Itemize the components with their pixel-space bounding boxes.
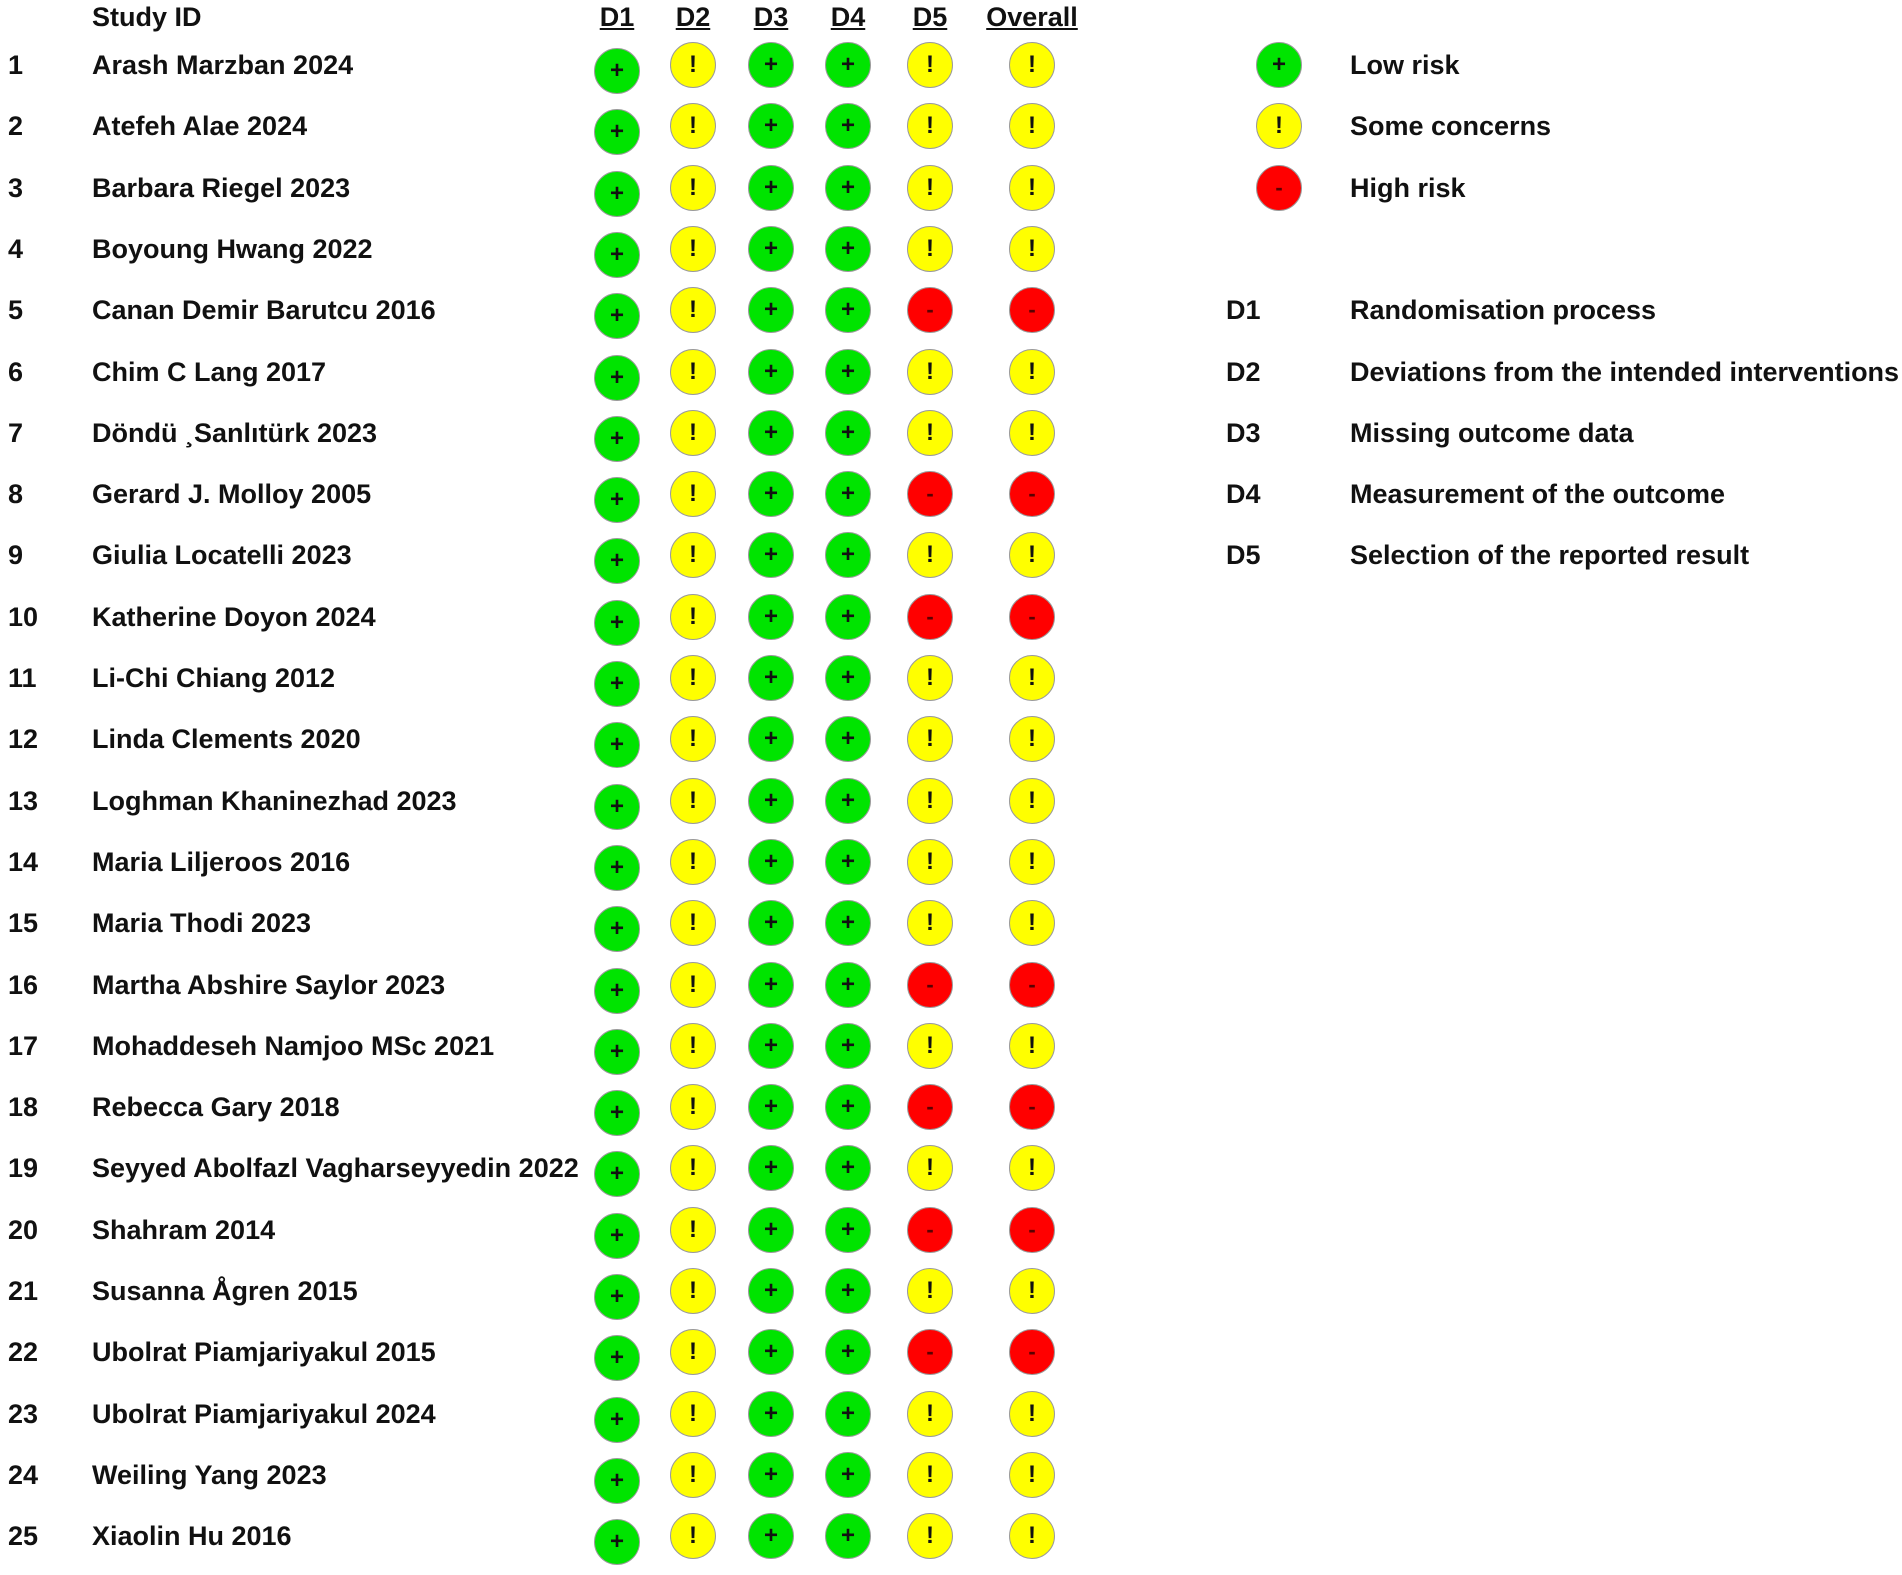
study-name: Xiaolin Hu 2016 bbox=[92, 1521, 292, 1552]
judgement-dot-d5: ! bbox=[907, 1023, 953, 1069]
study-name: Mohaddeseh Namjoo MSc 2021 bbox=[92, 1030, 495, 1061]
judgement-dot-d1: + bbox=[594, 1519, 640, 1565]
legend-domain-label: Deviations from the intended interventions bbox=[1350, 356, 1900, 387]
legend-label-high: High risk bbox=[1350, 172, 1466, 203]
legend-dot-high: - bbox=[1256, 165, 1302, 211]
study-number: 16 bbox=[8, 969, 39, 1000]
study-number: 5 bbox=[8, 295, 24, 326]
study-name: Rebecca Gary 2018 bbox=[92, 1092, 340, 1123]
legend-domain-code: D2 bbox=[1226, 356, 1261, 387]
judgement-dot-d2: ! bbox=[670, 778, 716, 824]
study-name: Atefeh Alae 2024 bbox=[92, 111, 308, 142]
judgement-dot-overall: ! bbox=[1009, 349, 1055, 395]
judgement-dot-d4: + bbox=[825, 655, 871, 701]
judgement-dot-overall: ! bbox=[1009, 1145, 1055, 1191]
study-number: 15 bbox=[8, 908, 39, 939]
judgement-dot-d5: - bbox=[907, 1207, 953, 1253]
judgement-dot-d5: ! bbox=[907, 165, 953, 211]
judgement-dot-d4: + bbox=[825, 165, 871, 211]
judgement-dot-d2: ! bbox=[670, 1391, 716, 1437]
study-name: Linda Clements 2020 bbox=[92, 724, 361, 755]
study-number: 25 bbox=[8, 1521, 39, 1552]
study-id-header: Study ID bbox=[92, 2, 202, 32]
judgement-dot-d1: + bbox=[594, 1274, 640, 1320]
judgement-dot-d2: ! bbox=[670, 349, 716, 395]
study-number: 24 bbox=[8, 1459, 39, 1490]
judgement-dot-d2: ! bbox=[670, 594, 716, 640]
judgement-dot-d3: + bbox=[748, 962, 794, 1008]
judgement-dot-d3: + bbox=[748, 410, 794, 456]
judgement-dot-d3: + bbox=[748, 1513, 794, 1559]
judgement-dot-d4: + bbox=[825, 1023, 871, 1069]
judgement-dot-d4: + bbox=[825, 532, 871, 578]
judgement-dot-d3: + bbox=[748, 1207, 794, 1253]
study-number: 4 bbox=[8, 233, 24, 264]
study-name: Chim C Lang 2017 bbox=[92, 356, 327, 387]
judgement-dot-d1: + bbox=[594, 1151, 640, 1197]
judgement-dot-d3: + bbox=[748, 1452, 794, 1498]
judgement-dot-d1: + bbox=[594, 48, 640, 94]
judgement-dot-d2: ! bbox=[670, 287, 716, 333]
judgement-dot-d2: ! bbox=[670, 1207, 716, 1253]
study-number: 19 bbox=[8, 1153, 39, 1184]
study-number: 6 bbox=[8, 356, 24, 387]
study-name: Giulia Locatelli 2023 bbox=[92, 540, 352, 571]
judgement-dot-d5: - bbox=[907, 1329, 953, 1375]
judgement-dot-overall: ! bbox=[1009, 1023, 1055, 1069]
study-name: Boyoung Hwang 2022 bbox=[92, 233, 373, 264]
study-name: Döndü ¸Sanlıtürk 2023 bbox=[92, 417, 378, 448]
study-name: Barbara Riegel 2023 bbox=[92, 172, 351, 203]
judgement-dot-d4: + bbox=[825, 594, 871, 640]
study-number: 22 bbox=[8, 1337, 39, 1368]
judgement-dot-d3: + bbox=[748, 165, 794, 211]
judgement-dot-d3: + bbox=[748, 226, 794, 272]
study-number: 8 bbox=[8, 479, 24, 510]
legend-domain-label: Selection of the reported result bbox=[1350, 540, 1750, 571]
judgement-dot-d4: + bbox=[825, 42, 871, 88]
judgement-dot-d1: + bbox=[594, 293, 640, 339]
judgement-dot-d2: ! bbox=[670, 1084, 716, 1130]
judgement-dot-d4: + bbox=[825, 226, 871, 272]
legend-dot-some: ! bbox=[1256, 103, 1302, 149]
judgement-dot-d1: + bbox=[594, 1458, 640, 1504]
judgement-dot-d3: + bbox=[748, 716, 794, 762]
judgement-dot-d5: ! bbox=[907, 900, 953, 946]
judgement-dot-overall: ! bbox=[1009, 103, 1055, 149]
judgement-dot-d5: ! bbox=[907, 103, 953, 149]
judgement-dot-d3: + bbox=[748, 1391, 794, 1437]
judgement-dot-d4: + bbox=[825, 1452, 871, 1498]
judgement-dot-d5: ! bbox=[907, 226, 953, 272]
study-number: 21 bbox=[8, 1276, 39, 1306]
judgement-dot-overall: ! bbox=[1009, 1268, 1055, 1314]
judgement-dot-d4: + bbox=[825, 1329, 871, 1375]
study-name: Canan Demir Barutcu 2016 bbox=[92, 295, 436, 326]
judgement-dot-d1: + bbox=[594, 416, 640, 462]
judgement-dot-d1: + bbox=[594, 906, 640, 952]
judgement-dot-d5: - bbox=[907, 287, 953, 333]
judgement-dot-overall: ! bbox=[1009, 165, 1055, 211]
judgement-dot-overall: ! bbox=[1009, 226, 1055, 272]
judgement-dot-d2: ! bbox=[670, 471, 716, 517]
legend-domain-label: Measurement of the outcome bbox=[1350, 479, 1726, 510]
judgement-dot-overall: ! bbox=[1009, 1452, 1055, 1498]
judgement-dot-d3: + bbox=[748, 839, 794, 885]
judgement-dot-d5: ! bbox=[907, 716, 953, 762]
judgement-dot-overall: - bbox=[1009, 1207, 1055, 1253]
judgement-dot-d2: ! bbox=[670, 900, 716, 946]
study-number: 2 bbox=[8, 111, 24, 142]
legend-label-low: Low risk bbox=[1350, 50, 1460, 80]
judgement-dot-d1: + bbox=[594, 109, 640, 155]
study-name: Li-Chi Chiang 2012 bbox=[92, 663, 336, 693]
judgement-dot-d2: ! bbox=[670, 716, 716, 762]
study-number: 20 bbox=[8, 1214, 39, 1245]
legend-dot-low: + bbox=[1256, 42, 1302, 88]
judgement-dot-d1: + bbox=[594, 538, 640, 584]
judgement-dot-d3: + bbox=[748, 1084, 794, 1130]
judgement-dot-d4: + bbox=[825, 1268, 871, 1314]
judgement-dot-d2: ! bbox=[670, 655, 716, 701]
judgement-dot-d1: + bbox=[594, 1090, 640, 1136]
judgement-dot-d3: + bbox=[748, 594, 794, 640]
judgement-dot-d1: + bbox=[594, 661, 640, 707]
study-name: Ubolrat Piamjariyakul 2024 bbox=[92, 1398, 436, 1429]
judgement-dot-overall: - bbox=[1009, 1084, 1055, 1130]
study-name: Gerard J. Molloy 2005 bbox=[92, 479, 372, 510]
judgement-dot-d3: + bbox=[748, 287, 794, 333]
judgement-dot-overall: ! bbox=[1009, 532, 1055, 578]
legend-label-some: Some concerns bbox=[1350, 111, 1552, 142]
study-name: Katherine Doyon 2024 bbox=[92, 601, 376, 632]
judgement-dot-d4: + bbox=[825, 839, 871, 885]
judgement-dot-overall: ! bbox=[1009, 410, 1055, 456]
judgement-dot-d2: ! bbox=[670, 1023, 716, 1069]
judgement-dot-d1: + bbox=[594, 722, 640, 768]
legend-domain-label: Missing outcome data bbox=[1350, 417, 1634, 448]
judgement-dot-d1: + bbox=[594, 968, 640, 1014]
judgement-dot-d5: ! bbox=[907, 1513, 953, 1559]
legend-domain-label: Randomisation process bbox=[1350, 295, 1657, 326]
judgement-dot-d5: - bbox=[907, 1084, 953, 1130]
domain-header-overall: Overall bbox=[986, 2, 1078, 32]
study-name: Susanna Ågren 2015 bbox=[92, 1276, 358, 1306]
study-number: 17 bbox=[8, 1030, 39, 1061]
judgement-dot-d3: + bbox=[748, 655, 794, 701]
judgement-dot-overall: - bbox=[1009, 287, 1055, 333]
judgement-dot-d5: ! bbox=[907, 1268, 953, 1314]
judgement-dot-d5: ! bbox=[907, 1452, 953, 1498]
judgement-dot-d3: + bbox=[748, 1329, 794, 1375]
judgement-dot-d2: ! bbox=[670, 839, 716, 885]
judgement-dot-d4: + bbox=[825, 1207, 871, 1253]
judgement-dot-d4: + bbox=[825, 349, 871, 395]
judgement-dot-d5: ! bbox=[907, 1145, 953, 1191]
judgement-dot-d4: + bbox=[825, 1513, 871, 1559]
judgement-dot-d5: ! bbox=[907, 349, 953, 395]
study-name: Maria Liljeroos 2016 bbox=[92, 846, 351, 877]
study-name: Shahram 2014 bbox=[92, 1214, 276, 1245]
judgement-dot-d4: + bbox=[825, 900, 871, 946]
judgement-dot-d1: + bbox=[594, 1029, 640, 1075]
judgement-dot-overall: - bbox=[1009, 1329, 1055, 1375]
judgement-dot-d2: ! bbox=[670, 410, 716, 456]
judgement-dot-d1: + bbox=[594, 784, 640, 830]
judgement-dot-d2: ! bbox=[670, 42, 716, 88]
judgement-dot-d4: + bbox=[825, 410, 871, 456]
judgement-dot-d5: ! bbox=[907, 778, 953, 824]
judgement-dot-d1: + bbox=[594, 1213, 640, 1259]
study-number: 11 bbox=[8, 663, 37, 693]
judgement-dot-d5: - bbox=[907, 962, 953, 1008]
judgement-dot-d3: + bbox=[748, 42, 794, 88]
judgement-dot-d4: + bbox=[825, 1084, 871, 1130]
judgement-dot-d3: + bbox=[748, 471, 794, 517]
judgement-dot-d4: + bbox=[825, 962, 871, 1008]
judgement-dot-d3: + bbox=[748, 1268, 794, 1314]
study-number: 14 bbox=[8, 846, 39, 877]
judgement-dot-overall: - bbox=[1009, 594, 1055, 640]
judgement-dot-overall: ! bbox=[1009, 42, 1055, 88]
study-number: 7 bbox=[8, 417, 24, 448]
domain-header-d2: D2 bbox=[675, 2, 711, 32]
study-number: 3 bbox=[8, 172, 24, 203]
judgement-dot-overall: ! bbox=[1009, 900, 1055, 946]
judgement-dot-d1: + bbox=[594, 355, 640, 401]
study-name: Martha Abshire Saylor 2023 bbox=[92, 969, 446, 1000]
judgement-dot-overall: ! bbox=[1009, 716, 1055, 762]
study-number: 18 bbox=[8, 1092, 39, 1123]
judgement-dot-d5: ! bbox=[907, 532, 953, 578]
judgement-dot-d4: + bbox=[825, 716, 871, 762]
judgement-dot-d1: + bbox=[594, 1397, 640, 1443]
judgement-dot-d5: - bbox=[907, 471, 953, 517]
judgement-dot-d3: + bbox=[748, 349, 794, 395]
judgement-dot-d4: + bbox=[825, 287, 871, 333]
judgement-dot-d3: + bbox=[748, 1023, 794, 1069]
judgement-dot-overall: - bbox=[1009, 471, 1055, 517]
judgement-dot-d1: + bbox=[594, 232, 640, 278]
legend-domain-code: D4 bbox=[1226, 479, 1261, 510]
judgement-dot-d5: ! bbox=[907, 410, 953, 456]
study-name: Arash Marzban 2024 bbox=[92, 50, 354, 80]
judgement-dot-d3: + bbox=[748, 532, 794, 578]
judgement-dot-d4: + bbox=[825, 778, 871, 824]
study-number: 1 bbox=[8, 50, 24, 80]
study-number: 12 bbox=[8, 724, 39, 755]
judgement-dot-d2: ! bbox=[670, 1452, 716, 1498]
judgement-dot-d4: + bbox=[825, 103, 871, 149]
study-number: 9 bbox=[8, 540, 24, 571]
judgement-dot-d5: ! bbox=[907, 839, 953, 885]
domain-header-d4: D4 bbox=[830, 2, 866, 32]
study-number: 23 bbox=[8, 1398, 39, 1429]
judgement-dot-d5: ! bbox=[907, 42, 953, 88]
judgement-dot-d3: + bbox=[748, 103, 794, 149]
judgement-dot-d1: + bbox=[594, 600, 640, 646]
judgement-dot-d5: - bbox=[907, 594, 953, 640]
judgement-dot-d2: ! bbox=[670, 1329, 716, 1375]
judgement-dot-d2: ! bbox=[670, 103, 716, 149]
study-name: Maria Thodi 2023 bbox=[92, 908, 312, 939]
judgement-dot-d2: ! bbox=[670, 1145, 716, 1191]
judgement-dot-d4: + bbox=[825, 471, 871, 517]
study-name: Seyyed Abolfazl Vagharseyyedin 2022 bbox=[92, 1153, 579, 1184]
study-number: 10 bbox=[8, 601, 39, 632]
judgement-dot-d2: ! bbox=[670, 1513, 716, 1559]
legend-domain-code: D1 bbox=[1226, 295, 1261, 326]
judgement-dot-d1: + bbox=[594, 845, 640, 891]
legend-domain-code: D5 bbox=[1226, 540, 1261, 571]
study-name: Ubolrat Piamjariyakul 2015 bbox=[92, 1337, 436, 1368]
judgement-dot-overall: ! bbox=[1009, 655, 1055, 701]
judgement-dot-overall: ! bbox=[1009, 839, 1055, 885]
study-number: 13 bbox=[8, 785, 39, 816]
judgement-dot-d4: + bbox=[825, 1145, 871, 1191]
judgement-dot-overall: ! bbox=[1009, 778, 1055, 824]
judgement-dot-overall: ! bbox=[1009, 1391, 1055, 1437]
judgement-dot-d5: ! bbox=[907, 1391, 953, 1437]
judgement-dot-overall: - bbox=[1009, 962, 1055, 1008]
judgement-dot-d2: ! bbox=[670, 1268, 716, 1314]
domain-header-d1: D1 bbox=[599, 2, 635, 32]
judgement-dot-d3: + bbox=[748, 1145, 794, 1191]
judgement-dot-d2: ! bbox=[670, 165, 716, 211]
judgement-dot-d3: + bbox=[748, 900, 794, 946]
judgement-dot-d2: ! bbox=[670, 962, 716, 1008]
judgement-dot-d1: + bbox=[594, 1335, 640, 1381]
judgement-dot-d1: + bbox=[594, 477, 640, 523]
domain-header-d5: D5 bbox=[912, 2, 948, 32]
judgement-dot-d3: + bbox=[748, 778, 794, 824]
judgement-dot-d2: ! bbox=[670, 532, 716, 578]
judgement-dot-d1: + bbox=[594, 171, 640, 217]
judgement-dot-overall: ! bbox=[1009, 1513, 1055, 1559]
judgement-dot-d5: ! bbox=[907, 655, 953, 701]
legend-domain-code: D3 bbox=[1226, 417, 1261, 448]
study-name: Weiling Yang 2023 bbox=[92, 1459, 327, 1490]
judgement-dot-d4: + bbox=[825, 1391, 871, 1437]
judgement-dot-d2: ! bbox=[670, 226, 716, 272]
domain-header-d3: D3 bbox=[753, 2, 789, 32]
study-name: Loghman Khaninezhad 2023 bbox=[92, 785, 457, 816]
